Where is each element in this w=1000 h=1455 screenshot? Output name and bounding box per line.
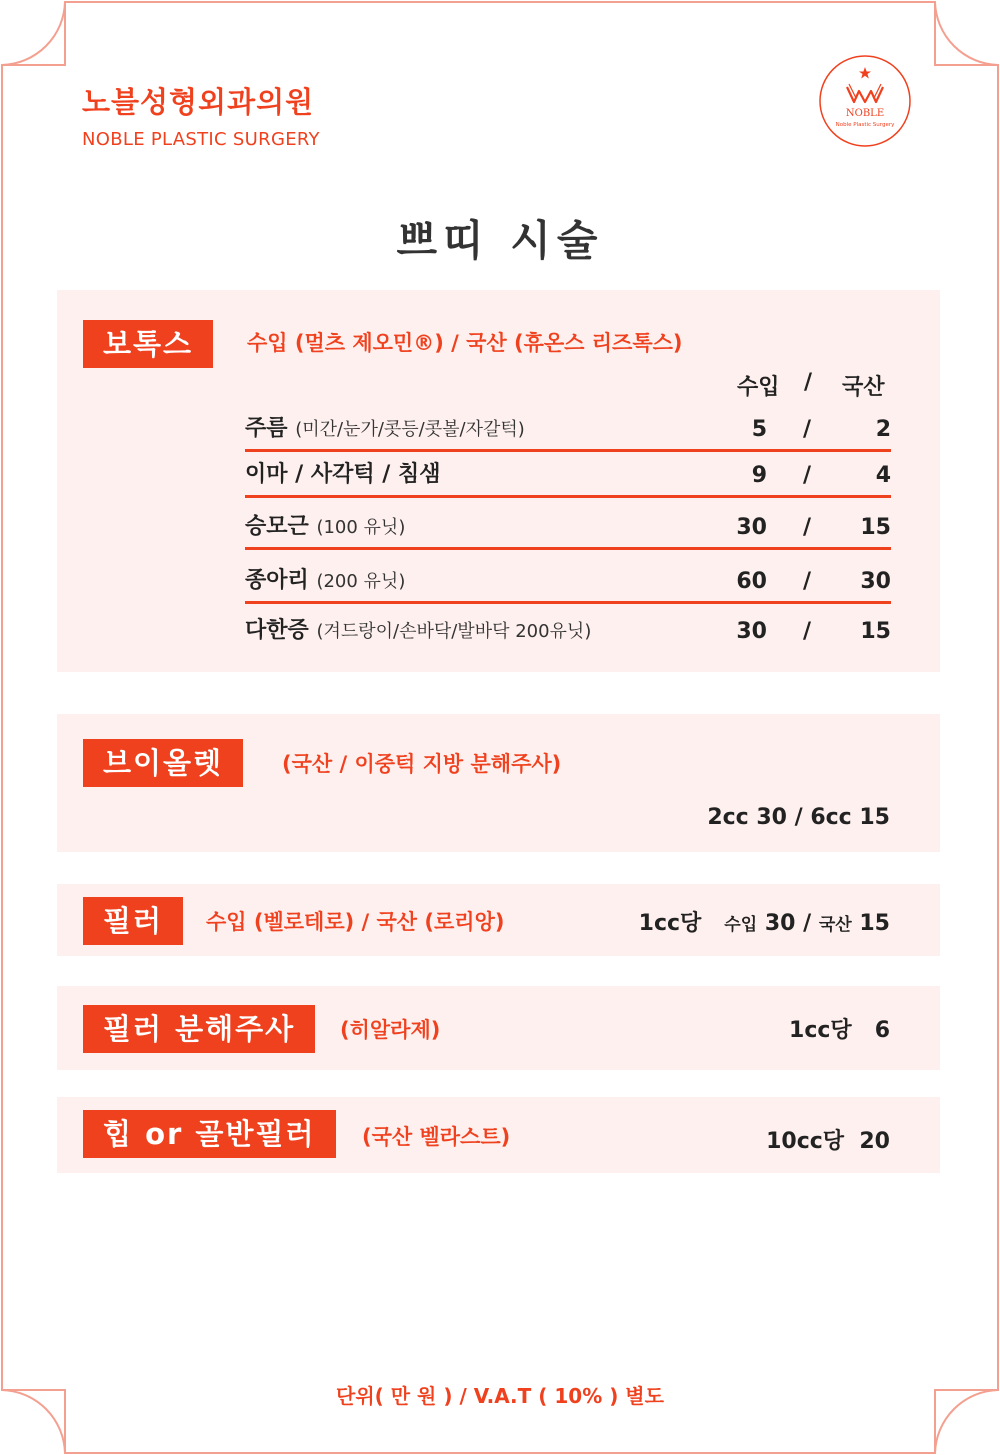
filler-price: [639, 906, 890, 937]
filler-domestic-label: 국산: [818, 915, 852, 935]
dissolver-price: [789, 1013, 890, 1044]
filler-subtitle: 수입 (벨로테로) / 국산 (로리앙): [206, 910, 505, 934]
row-domestic-price: 15: [860, 515, 891, 540]
row-import-price: 30: [736, 515, 767, 540]
row-slash: /: [802, 463, 812, 488]
filler-slash: /: [803, 911, 812, 936]
row-name: 승모근: [245, 514, 309, 539]
row-domestic-price: 4: [875, 463, 891, 488]
row-name: 종아리: [245, 568, 309, 593]
table-row: [245, 402, 891, 448]
table-row: [245, 448, 891, 494]
row-divider: [245, 495, 891, 498]
row-name: 주름: [245, 416, 288, 441]
row-slash: /: [802, 417, 812, 442]
row-domestic-price: 30: [860, 569, 891, 594]
row-domestic-price: 15: [860, 619, 891, 644]
row-import-price: 9: [751, 463, 767, 488]
logo-text: NOBLE: [845, 108, 885, 119]
hip-tag: 힙 or 골반필러: [83, 1110, 336, 1158]
filler-import-label: 수입: [724, 915, 758, 935]
brand-name-en: NOBLE PLASTIC SURGERY: [82, 129, 320, 150]
hip-unit: 10cc당: [766, 1129, 845, 1154]
filler-unit: 1cc당: [638, 911, 702, 936]
col-head-slash: /: [804, 370, 813, 395]
col-head-domestic: 국산: [842, 375, 885, 400]
hip-price-value: 20: [859, 1129, 890, 1154]
crown-icon: [847, 67, 883, 102]
filler-import-price: 30: [764, 911, 796, 936]
row-slash: /: [802, 619, 812, 644]
row-import-price: 30: [736, 619, 767, 644]
botox-tag: 보톡스: [83, 320, 213, 368]
page-title: 쁘띠 시술: [396, 216, 604, 265]
hip-price: [766, 1124, 890, 1155]
row-slash: /: [802, 515, 812, 540]
vline-price: 2cc 30 / 6cc 15: [707, 805, 890, 830]
dissolver-subtitle: (히알라제): [340, 1018, 441, 1042]
table-row: [245, 500, 891, 546]
row-domestic-price: 2: [875, 417, 891, 442]
brand-name-kr: 노블성형외과의원: [82, 85, 315, 119]
vline-tag: 브이올렛: [83, 739, 243, 787]
noble-logo: [818, 54, 912, 148]
filler-domestic-price: 15: [859, 911, 890, 936]
footer-note: 단위( 만 원 ) / V.A.T ( 10% ) 별도: [336, 1384, 664, 1408]
row-import-price: 5: [751, 417, 767, 442]
filler-tag: 필러: [83, 897, 183, 945]
botox-subtitle: 수입 (멀츠 제오민®) / 국산 (휴온스 리즈톡스): [247, 331, 683, 355]
row-import-price: 60: [736, 569, 767, 594]
row-name: 이마 / 사각턱 / 침샘: [245, 462, 441, 487]
row-detail: (겨드랑이/손바닥/발바닥 200유닛): [316, 621, 592, 642]
col-head-import: 수입: [737, 375, 780, 400]
vline-subtitle: (국산 / 이중턱 지방 분해주사): [282, 752, 562, 776]
dissolver-price-value: 6: [874, 1018, 890, 1043]
row-name: 다한증: [245, 618, 309, 643]
row-detail: (200 유닛): [316, 571, 406, 592]
row-detail: (미간/눈가/콧등/콧볼/자갈턱): [295, 419, 525, 440]
logo-subtext: Noble Plastic Surgery: [835, 122, 895, 128]
dissolver-tag: 필러 분해주사: [83, 1005, 315, 1053]
table-row: [245, 604, 891, 650]
brand-block: [82, 80, 320, 150]
hip-subtitle: (국산 벨라스트): [362, 1125, 511, 1149]
row-slash: /: [802, 569, 812, 594]
row-detail: (100 유닛): [316, 517, 406, 538]
row-divider: [245, 547, 891, 550]
dissolver-unit: 1cc당: [789, 1018, 852, 1043]
table-row: [245, 554, 891, 600]
